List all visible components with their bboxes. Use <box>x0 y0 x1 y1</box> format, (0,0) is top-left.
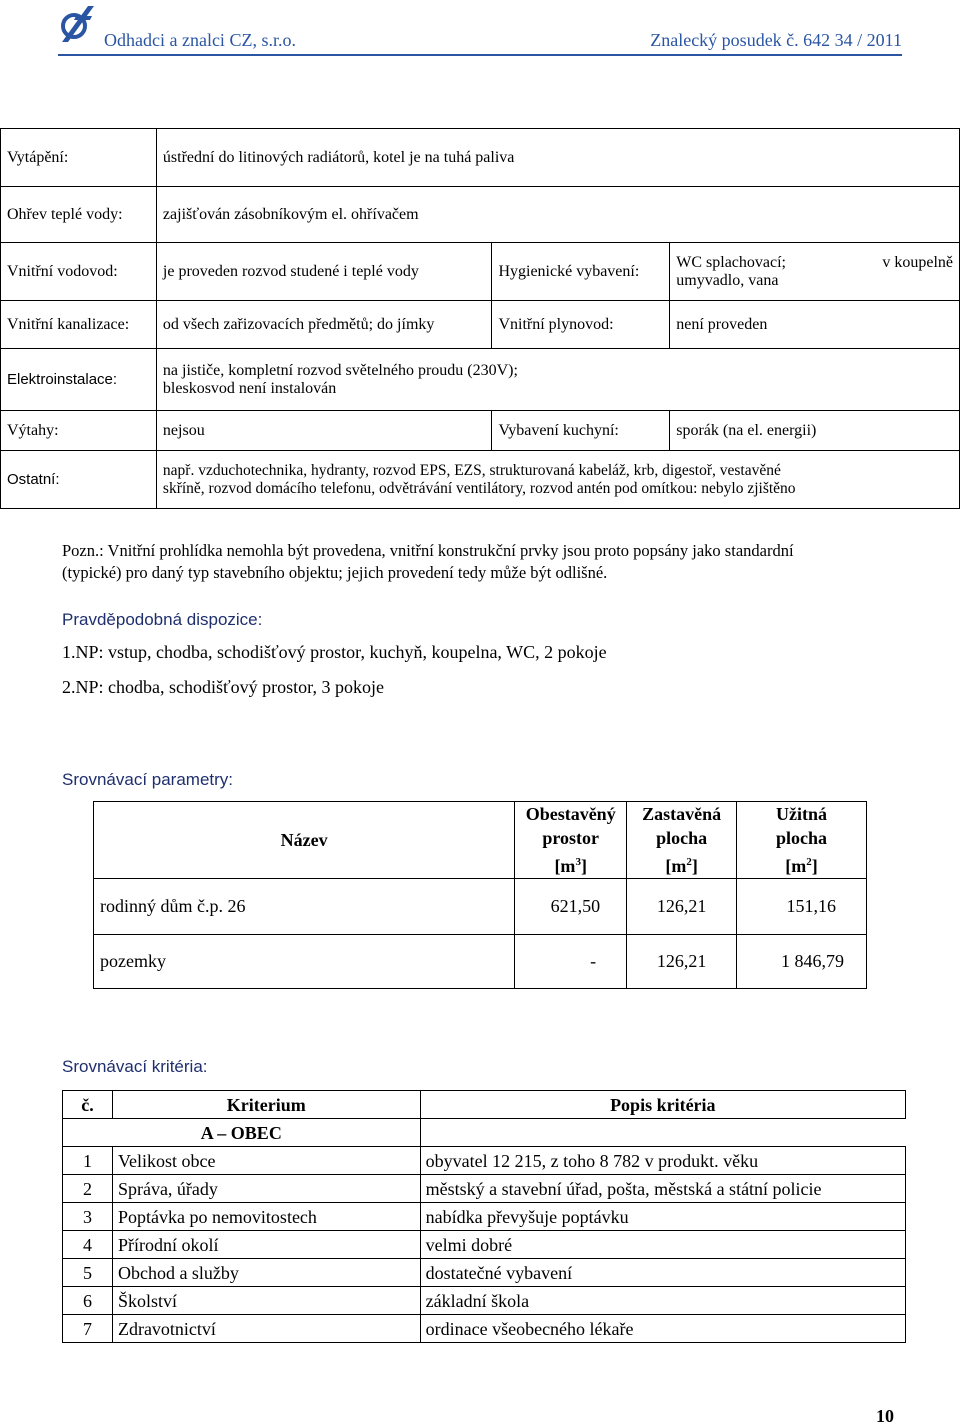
criterion-description: dostatečné vybavení <box>420 1259 905 1287</box>
criterion-description: městský a stavební úřad, pošta, městská a státní policie <box>420 1175 905 1203</box>
param-built-area: 126,21 <box>627 935 737 989</box>
table-row <box>1 301 960 349</box>
empty-cell <box>420 1119 905 1147</box>
col-no-header: č. <box>63 1091 113 1119</box>
criterion-name: Správa, úřady <box>112 1175 420 1203</box>
header-line: prostor <box>542 828 600 848</box>
building-equipment-table <box>0 128 960 509</box>
row-label: Vnitřní vodovod: <box>1 243 157 301</box>
header-unit <box>627 850 736 878</box>
table-header-row <box>94 802 867 879</box>
table-row <box>94 935 867 989</box>
criterion-description: nabídka převyšuje poptávku <box>420 1203 905 1231</box>
table-row <box>63 1287 906 1315</box>
page-number: 10 <box>876 1406 894 1426</box>
param-usable-area: 151,16 <box>737 879 867 935</box>
company-logo-icon <box>58 2 98 46</box>
elektro-line2: bleskosvod není instalován <box>162 379 337 397</box>
criteria-heading: Srovnávací kritéria: <box>62 1057 208 1076</box>
unit-sup: 2 <box>806 856 812 868</box>
row-value: od všech zařizovacích předmětů; do jímky <box>156 301 492 349</box>
criterion-number: 2 <box>63 1175 113 1203</box>
row-label: Vnitřní kanalizace: <box>1 301 157 349</box>
header-unit <box>515 850 626 878</box>
header-divider <box>58 54 902 56</box>
note-line2: (typické) pro daný typ stavebního objektu; jejich provedení tedy může být odlišné. <box>62 563 608 582</box>
param-volume: - <box>515 935 627 989</box>
row-label: Vybavení kuchyní: <box>492 411 670 451</box>
unit-text: [m <box>785 856 807 876</box>
row-value <box>670 243 960 301</box>
header-line: plocha <box>656 828 708 848</box>
header-line: plocha <box>776 828 828 848</box>
note-line1: Pozn.: Vnitřní prohlídka nemohla být provedena, vnitřní konstrukční prvky jsou proto popsány jako standardní <box>62 541 794 560</box>
criterion-number: 1 <box>63 1147 113 1175</box>
criterion-name: Poptávka po nemovitostech <box>112 1203 420 1231</box>
row-label: Hygienické vybavení: <box>492 243 670 301</box>
ostatni-line2: skříně, rozvod domácího telefonu, odvětrávání ventilátory, rozvod antén pod omítkou: nebylo zjištěno <box>162 479 796 497</box>
dispozice-np1: 1.NP: vstup, chodba, schodišťový prostor, kuchyň, koupelna, WC, 2 pokoje <box>62 642 607 662</box>
table-group-row <box>63 1119 906 1147</box>
table-row <box>1 451 960 509</box>
criterion-number: 5 <box>63 1259 113 1287</box>
table-row <box>1 243 960 301</box>
criteria-table <box>62 1090 906 1343</box>
param-volume: 621,50 <box>515 879 627 935</box>
row-value: zajišťován zásobníkovým el. ohřívačem <box>156 187 959 243</box>
criterion-description: ordinace všeobecného lékaře <box>420 1315 905 1343</box>
unit-close: ] <box>691 856 698 876</box>
table-row <box>63 1175 906 1203</box>
ostatni-line1: např. vzduchotechnika, hydranty, rozvod EPS, EZS, strukturovaná kabeláž, krb, digestoř, vestavěné <box>162 461 781 479</box>
params-heading: Srovnávací parametry: <box>62 770 234 789</box>
param-built-area: 126,21 <box>627 879 737 935</box>
row-value <box>156 349 959 411</box>
row-value <box>156 451 959 509</box>
table-row <box>63 1315 906 1343</box>
table-row <box>63 1203 906 1231</box>
criterion-description: velmi dobré <box>420 1231 905 1259</box>
page-header <box>58 2 902 52</box>
col-built-area-header <box>627 802 737 879</box>
unit-close: ] <box>580 856 587 876</box>
unit-text: [m <box>665 856 687 876</box>
criterion-name: Obchod a služby <box>112 1259 420 1287</box>
criterion-description: základní škola <box>420 1287 905 1315</box>
table-row <box>1 129 960 187</box>
criteria-group: A – OBEC <box>63 1119 421 1147</box>
criterion-name: Velikost obce <box>112 1147 420 1175</box>
header-line: Obestavěný <box>525 804 616 824</box>
unit-text: [m <box>554 856 576 876</box>
param-name: rodinný dům č.p. 26 <box>94 879 515 935</box>
param-name: pozemky <box>94 935 515 989</box>
row-label: Vnitřní plynovod: <box>492 301 670 349</box>
row-label: Vytápění: <box>1 129 157 187</box>
criterion-name: Zdravotnictví <box>112 1315 420 1343</box>
table-header-row <box>63 1091 906 1119</box>
dispozice-np2: 2.NP: chodba, schodišťový prostor, 3 pokoje <box>62 677 384 697</box>
criterion-name: Školství <box>112 1287 420 1315</box>
table-row <box>94 879 867 935</box>
criterion-number: 7 <box>63 1315 113 1343</box>
row-label: Ohřev teplé vody: <box>1 187 157 243</box>
criterion-name: Přírodní okolí <box>112 1231 420 1259</box>
col-description-header: Popis kritéria <box>420 1091 905 1119</box>
inspection-note <box>62 540 942 584</box>
row-label: Ostatní: <box>1 451 157 509</box>
hygienicke-location: v koupelně <box>882 253 953 271</box>
col-volume-header <box>515 802 627 879</box>
row-value: sporák (na el. energii) <box>670 411 960 451</box>
table-row <box>1 411 960 451</box>
header-unit <box>737 850 866 878</box>
hygienicke-wc: WC splachovací; <box>676 253 786 271</box>
company-name: Odhadci a znalci CZ, s.r.o. <box>104 30 296 50</box>
header-line: Zastavěná <box>642 804 722 824</box>
row-label: Elektroinstalace: <box>1 349 157 411</box>
col-name-header: Název <box>94 802 515 879</box>
criterion-description: obyvatel 12 215, z toho 8 782 v produkt. věku <box>420 1147 905 1175</box>
dispozice-heading: Pravděpodobná dispozice: <box>62 610 263 629</box>
row-value: ústřední do litinových radiátorů, kotel je na tuhá paliva <box>156 129 959 187</box>
header-line: Užitná <box>776 804 828 824</box>
col-usable-area-header <box>737 802 867 879</box>
hygienicke-line2: umyvadlo, vana <box>676 271 779 289</box>
row-value: nejsou <box>156 411 492 451</box>
unit-close: ] <box>811 856 818 876</box>
unit-sup: 2 <box>686 856 692 868</box>
table-row <box>63 1231 906 1259</box>
criterion-number: 6 <box>63 1287 113 1315</box>
table-row <box>1 349 960 411</box>
report-number: Znalecký posudek č. 642 34 / 2011 <box>650 30 902 50</box>
col-criterion-header: Kriterium <box>112 1091 420 1119</box>
criterion-number: 4 <box>63 1231 113 1259</box>
elektro-line1: na jističe, kompletní rozvod světelného proudu (230V); <box>162 361 518 379</box>
table-row <box>63 1259 906 1287</box>
criterion-number: 3 <box>63 1203 113 1231</box>
table-row <box>63 1147 906 1175</box>
param-usable-area: 1 846,79 <box>737 935 867 989</box>
table-row <box>1 187 960 243</box>
row-value: není proveden <box>670 301 960 349</box>
row-label: Výtahy: <box>1 411 157 451</box>
params-table <box>93 801 867 989</box>
row-value: je proveden rozvod studené i teplé vody <box>156 243 492 301</box>
unit-sup: 3 <box>575 856 581 868</box>
